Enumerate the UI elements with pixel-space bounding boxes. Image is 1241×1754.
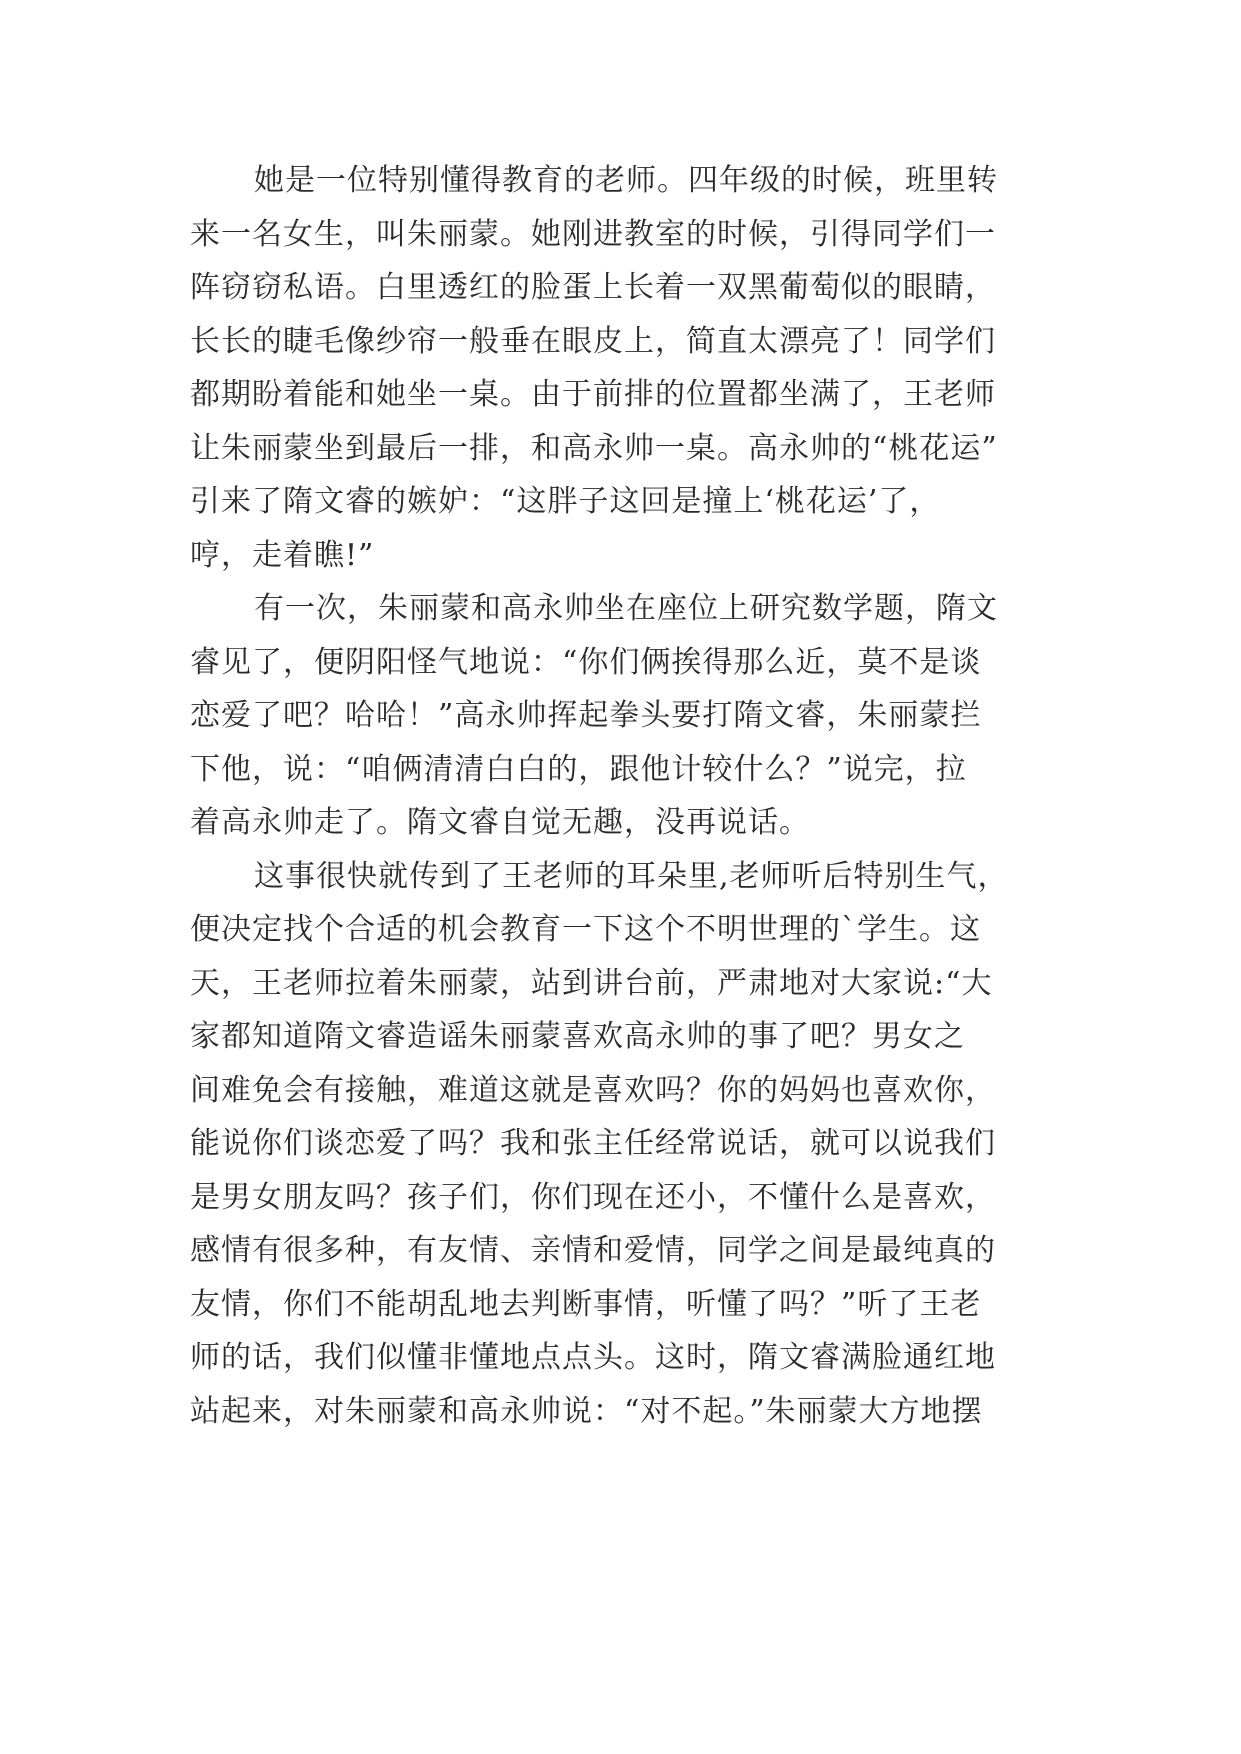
paragraph-3-line: 这事很快就传到了王老师的耳朵里,老师听后特别生气， [254, 858, 1009, 894]
paragraph-1-line: 引来了隋文睿的嫉妒：“这胖子这回是撞上‘桃花运’了， [190, 484, 941, 519]
paragraph-3-line: 师的话，我们似懂非懂地点点头。这时，隋文睿满脸通红地 [190, 1340, 996, 1375]
paragraph-2-line: 恋爱了吧？哈哈！”高永帅挥起拳头要打隋文睿，朱丽蒙拦 [190, 698, 982, 733]
paragraph-2-line: 下他，说：“咱俩清清白白的，跟他计较什么？”说完，拉 [190, 751, 967, 787]
paragraph-3-line: 能说你们谈恋爱了吗？我和张主任经常说话，就可以说我们 [190, 1126, 996, 1161]
paragraph-1-line: 都期盼着能和她坐一桌。由于前排的位置都坐满了，王老师 [190, 377, 996, 412]
paragraph-3-line: 家都知道隋文睿造谣朱丽蒙喜欢高永帅的事了吧？男女之 [190, 1019, 965, 1054]
paragraph-1-line: 她是一位特别懂得教育的老师。四年级的时候，班里转 [254, 163, 998, 198]
paragraph-3-line: 间难免会有接触，难道这就是喜欢吗？你的妈妈也喜欢你， [190, 1072, 996, 1108]
paragraph-3-line: 便决定找个合适的机会教育一下这个不明世理的`学生。这 [190, 912, 981, 947]
paragraph-1-line: 让朱丽蒙坐到最后一排，和高永帅一桌。高永帅的“桃花运” [190, 430, 998, 466]
paragraph-1-line: 长长的睫毛像纱帘一般垂在眼皮上，简直太漂亮了！同学们 [190, 323, 996, 359]
paragraph-3-line: 是男女朋友吗？孩子们，你们现在还小，不懂什么是喜欢， [190, 1179, 996, 1215]
paragraph-1-line: 来一名女生，叫朱丽蒙。她刚进教室的时候，引得同学们一 [190, 216, 996, 252]
paragraph-2-line: 睿见了，便阴阳怪气地说：“你们俩挨得那么近，莫不是谈 [190, 644, 982, 680]
paragraph-1-line: 哼，走着瞧!” [190, 537, 375, 573]
body-text [190, 154, 1070, 1438]
paragraph-2-line: 着高永帅走了。隋文睿自觉无趣，没再说话。 [190, 805, 810, 840]
paragraph-2-line: 有一次，朱丽蒙和高永帅坐在座位上研究数学题，隋文 [254, 591, 998, 626]
paragraph-1-line: 阵窃窃私语。白里透红的脸蛋上长着一双黑葡萄似的眼睛， [190, 270, 996, 305]
paragraph-3-line: 天，王老师拉着朱丽蒙，站到讲台前，严肃地对大家说:“大 [190, 965, 993, 1001]
paragraph-3-line: 站起来，对朱丽蒙和高永帅说：“对不起。”朱丽蒙大方地摆 [190, 1393, 983, 1429]
paragraph-3-line: 感情有很多种，有友情、亲情和爱情，同学之间是最纯真的 [190, 1233, 996, 1268]
paragraph-3-line: 友情，你们不能胡乱地去判断事情，听懂了吗？”听了王老 [190, 1286, 982, 1322]
